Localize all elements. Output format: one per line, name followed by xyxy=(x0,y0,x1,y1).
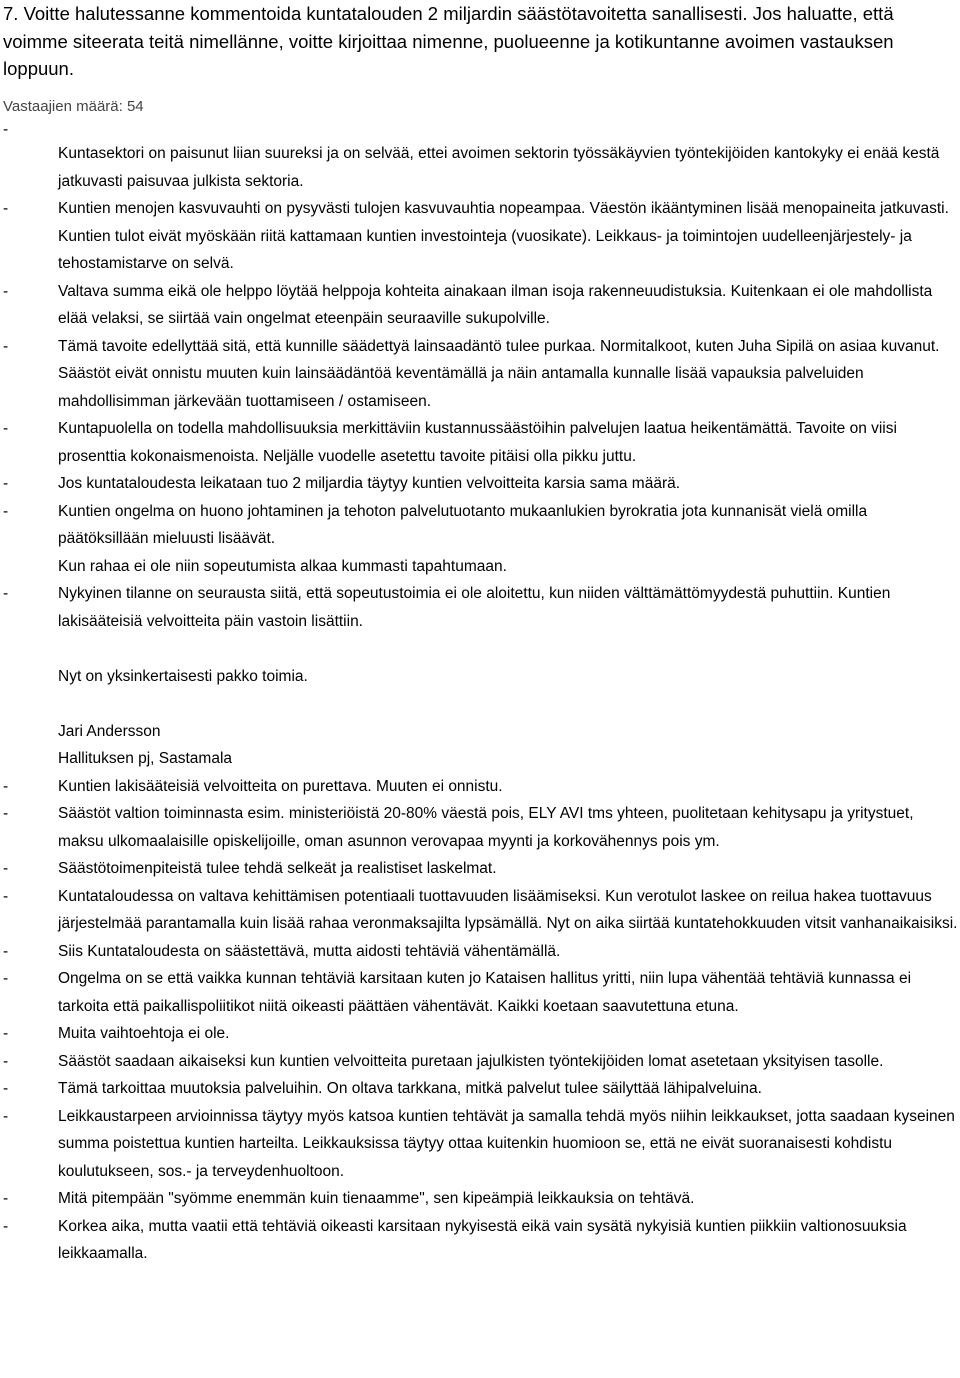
response-item xyxy=(0,1048,960,1076)
response-item xyxy=(0,1103,960,1186)
response-text: Säästötoimenpiteistä tulee tehdä selkeät ja realistiset laskelmat. xyxy=(58,860,497,877)
list-dash: - xyxy=(3,1025,9,1042)
list-dash: - xyxy=(3,1080,9,1097)
response-item xyxy=(0,1020,960,1048)
response-item xyxy=(0,278,960,333)
response-text: Säästöt valtion toiminnasta esim. ministeriöistä 20-80% väestä pois, ELY AVI tms yhteen, puolitetaan kehitysapu ja yritystuet, maksu ulkomaalaisille opiskelijoille, oman asunnon verovapaa myynti ja korkovähennys pois ym. xyxy=(58,805,914,850)
response-text: Kuntien menojen kasvuvauhti on pysyvästi tulojen kasvuvauhtia nopeampaa. Väestön ikääntyminen lisää menopaineita jatkuvasti. Kuntien tulot eivät myöskään riitä kattamaan kuntien investointeja (vuosikate). Leikkaus- ja toimintojen uudelleenjärjestely- ja tehostamistarve on selvä. xyxy=(58,200,949,272)
list-dash: - xyxy=(3,970,9,987)
question-heading: 7. Voitte halutessanne kommentoida kuntatalouden 2 miljardin säästötavoitetta sanallisesti. Jos haluatte, että voimme siteerata teitä nimellänne, voitte kirjoittaa nimenne, puolueenne ja kotikuntanne avoimen vastauksen loppuun. xyxy=(3,3,894,79)
response-item xyxy=(0,883,960,938)
response-text: Mitä pitempään "syömme enemmän kuin tienaamme", sen kipeämpiä leikkauksia on tehtävä. xyxy=(58,1190,695,1207)
response-item xyxy=(0,855,960,883)
response-item xyxy=(0,773,960,801)
list-dash: - xyxy=(3,1107,9,1125)
list-dash: - xyxy=(3,337,9,355)
response-item xyxy=(0,415,960,470)
response-text: Nyt on yksinkertaisesti pakko toimia. xyxy=(58,667,308,685)
response-text: Kun rahaa ei ole niin sopeutumista alkaa kummasti tapahtumaan. xyxy=(58,557,507,575)
list-dash: - xyxy=(3,860,9,877)
response-item xyxy=(0,580,960,773)
list-dash: - xyxy=(3,1190,9,1207)
response-text: Hallituksen pj, Sastamala xyxy=(58,750,233,767)
response-text: Kuntapuolella on todella mahdollisuuksia merkittäviin kustannussäästöihin palvelujen laatua heikentämättä. Tavoite on viisi prosenttia kokonaismenoista. Neljälle vuodelle asetettu tavoite pitäisi olla pikku juttu. xyxy=(58,420,897,465)
response-item xyxy=(0,800,960,855)
response-text: Jos kuntataloudesta leikataan tuo 2 miljardia täytyy kuntien velvoitteita karsia sama määrä. xyxy=(58,475,681,492)
response-text: Tämä tarkoittaa muutoksia palveluihin. On oltava tarkkana, mitkä palvelut tulee säilyttää lähipalveluina. xyxy=(58,1080,762,1097)
list-dash: - xyxy=(3,282,9,300)
respondent-count: Vastaajien määrä: 54 xyxy=(3,98,144,115)
response-list xyxy=(0,120,960,1268)
response-text: Nykyinen tilanne on seurausta siitä, että sopeutustoimia ei ole aloitettu, kun niiden välttämättömyydestä puhuttiin. Kuntien lakisääteisiä velvoitteita päin vastoin lisättiin. xyxy=(58,585,891,630)
response-item xyxy=(0,195,960,278)
response-item xyxy=(0,1213,960,1268)
list-dash: - xyxy=(3,420,9,437)
list-dash: - xyxy=(3,1052,9,1070)
response-text: Jari Andersson xyxy=(58,722,161,740)
response-item xyxy=(0,470,960,498)
list-dash: - xyxy=(3,502,9,520)
response-text: Leikkaustarpeen arvioinnissa täytyy myös katsoa kuntien tehtävät ja samalla tehdä myös niihin leikkaukset, jotta saadaan kyseinen summa poistettua kuntien harteilta. Leikkauksissa täytyy ottaa kuitenkin huomioon se, että ne eivät suoranaisesti kohdistu koulutukseen, sos.- ja terveydenhuoltoon. xyxy=(58,1107,955,1180)
list-dash: - xyxy=(3,942,9,960)
list-dash: - xyxy=(3,475,9,492)
blank-line xyxy=(58,635,960,663)
list-dash: - xyxy=(3,585,9,602)
list-dash: - xyxy=(3,200,9,217)
list-dash: - xyxy=(3,887,9,905)
response-item xyxy=(0,120,960,195)
response-item xyxy=(0,333,960,416)
response-item xyxy=(0,1075,960,1103)
list-dash: - xyxy=(3,1217,9,1235)
response-item xyxy=(0,965,960,1020)
response-text: Kuntataloudessa on valtava kehittämisen potentiaali tuottavuuden lisäämiseksi. Kun verotulot laskee on reilua hakea tuottavuus järjestelmää parantamalla kuin lisää rahaa veronmaksajilta lypsämällä. Nyt on aika siirtää kuntatehokkuuden vitsit vanhanaikaisiksi. xyxy=(58,887,958,932)
response-text: Siis Kuntataloudesta on säästettävä, mutta aidosti tehtäviä vähentämällä. xyxy=(58,942,561,960)
list-dash: - xyxy=(3,121,9,138)
response-item xyxy=(0,1185,960,1213)
response-text: Valtava summa eikä ole helppo löytää helppoja kohteita ainakaan ilman isoja rakenneuudistuksia. Kuitenkaan ei ole mahdollista elää velaksi, se siirtää vain ongelmat eteenpäin seuraaville sukupolville. xyxy=(58,282,933,327)
response-text: Kuntasektori on paisunut liian suureksi ja on selvää, ettei avoimen sektorin työssäkäyvien työntekijöiden kantokyky ei enää kestä jatkuvasti paisuvaa julkista sektoria. xyxy=(58,145,940,190)
response-text: Ongelma on se että vaikka kunnan tehtäviä karsitaan kuten jo Kataisen hallitus yritti, niin lupa vähentää tehtäviä kunnassa ei tarkoita että paikallispoliitikot niitä oikeasti päättäen vähentävät. Kaikki koetaan saavutettuna etuna. xyxy=(58,970,912,1015)
response-text: Muita vaihtoehtoja ei ole. xyxy=(58,1025,230,1042)
response-item xyxy=(0,938,960,966)
response-text: Kuntien ongelma on huono johtaminen ja tehoton palvelutuotanto mukaanlukien byrokratia jota kunnanisät vielä omilla päätöksillään mieluusti lisäävät. xyxy=(58,502,868,547)
response-text: Korkea aika, mutta vaatii että tehtäviä oikeasti karsitaan nykyisestä eikä vain sysätä nykyisiä kuntien piikkiin valtionosuuksia leikkaamalla. xyxy=(58,1217,907,1262)
list-dash: - xyxy=(3,805,9,822)
response-item xyxy=(0,498,960,581)
response-text: Tämä tavoite edellyttää sitä, että kunnille säädettyä lainsaadäntö tulee purkaa. Normitalkoot, kuten Juha Sipilä on asiaa kuvanut. Säästöt eivät onnistu muuten kuin lainsäädäntöä keventämällä ja näin antamalla kunnalle lisää vapauksia palveluiden mahdollisimman järkevään tuottamiseen / ostamiseen. xyxy=(58,337,940,410)
blank-line xyxy=(58,690,960,718)
response-text: Säästöt saadaan aikaiseksi kun kuntien velvoitteita puretaan jajulkisten työntekijöiden lomat asetetaan yksityisen tasolle. xyxy=(58,1052,884,1070)
response-text: Kuntien lakisääteisiä velvoitteita on purettava. Muuten ei onnistu. xyxy=(58,777,503,795)
list-dash: - xyxy=(3,777,9,795)
